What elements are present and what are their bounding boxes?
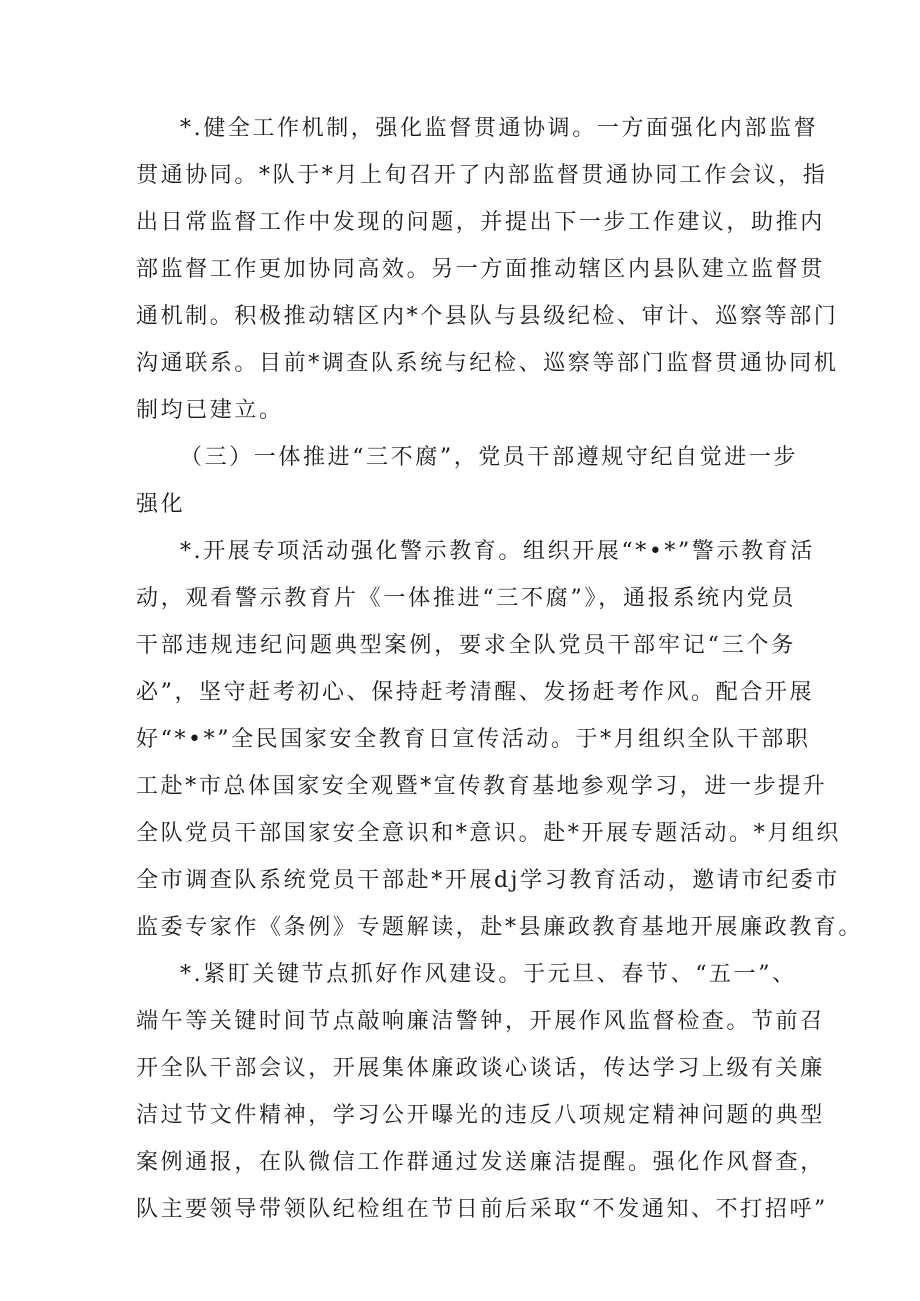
paragraph-2-line-6: 工赴*市总体国家安全观暨*宣传教育基地参观学习，进一步提升 (136, 774, 828, 799)
paragraph-2-line-4: 必”，坚守赶考初心、保持赶考清醒、发扬赶考作风。配合开展 (136, 680, 815, 705)
paragraph-2-line-1: *.开展专项活动强化警示教育。组织开展“*•*”警示教育活 (180, 539, 815, 564)
paragraph-2-line-9: 监委专家作《条例》专题解读，赴*县廉政教育基地开展廉政教育。 (136, 915, 864, 940)
section-heading-line-2: 强化 (136, 492, 186, 517)
paragraph-3-line-5: 案例通报，在队微信工作群通过发送廉洁提醒。强化作风督查， (136, 1150, 825, 1175)
paragraph-1-line-7: 制均已建立。 (136, 398, 284, 423)
paragraph-2-line-3: 干部违规违纪问题典型案例，要求全队党员干部牢记“三个务 (136, 633, 796, 658)
paragraph-2-line-2: 动，观看警示教育片《一体推进“三不腐”》，通报系统内党员 (136, 586, 796, 611)
paragraph-1-line-3: 出日常监督工作中发现的问题，并提出下一步工作建议，助推内 (136, 210, 825, 235)
paragraph-1-line-2: 贯通协同。*队于*月上旬召开了内部监督贯通协同工作会议，指 (136, 163, 828, 188)
paragraph-1-line-6: 沟通联系。目前*调查队系统与纪检、巡察等部门监督贯通协同机 (136, 351, 839, 376)
paragraph-2-line-8: 全市调查队系统党员干部赴*开展dj学习教育活动，邀请市纪委市 (136, 868, 840, 893)
paragraph-3-line-2: 端午等关键时间节点敲响廉洁警钟，开展作风监督检查。节前召 (136, 1009, 825, 1034)
paragraph-3-line-6: 队主要领导带领队纪检组在节日前后采取“不发通知、不打招呼” (136, 1197, 828, 1222)
section-heading-line-1: （三）一体推进“三不腐”，党员干部遵规守纪自觉进一步 (180, 445, 799, 470)
paragraph-1-line-1: *.健全工作机制，强化监督贯通协调。一方面强化内部监督 (180, 116, 819, 141)
paragraph-2-line-5: 好“*•*”全民国家安全教育日宣传活动。于*月组织全队干部职 (136, 727, 811, 752)
paragraph-2-line-7: 全队党员干部国家安全意识和*意识。赴*开展专题活动。*月组织 (136, 821, 842, 846)
paragraph-3-line-1: *.紧盯关键节点抓好作风建设。于元旦、春节、“五一”、 (180, 962, 797, 987)
paragraph-1-line-4: 部监督工作更加协同高效。另一方面推动辖区内县队建立监督贯 (136, 257, 825, 282)
paragraph-3-line-3: 开全队干部会议，开展集体廉政谈心谈话，传达学习上级有关廉 (136, 1056, 825, 1081)
paragraph-1-line-5: 通机制。积极推动辖区内*个县队与县级纪检、审计、巡察等部门 (136, 304, 839, 329)
paragraph-3-line-4: 洁过节文件精神，学习公开曝光的违反八项规定精神问题的典型 (136, 1103, 825, 1128)
